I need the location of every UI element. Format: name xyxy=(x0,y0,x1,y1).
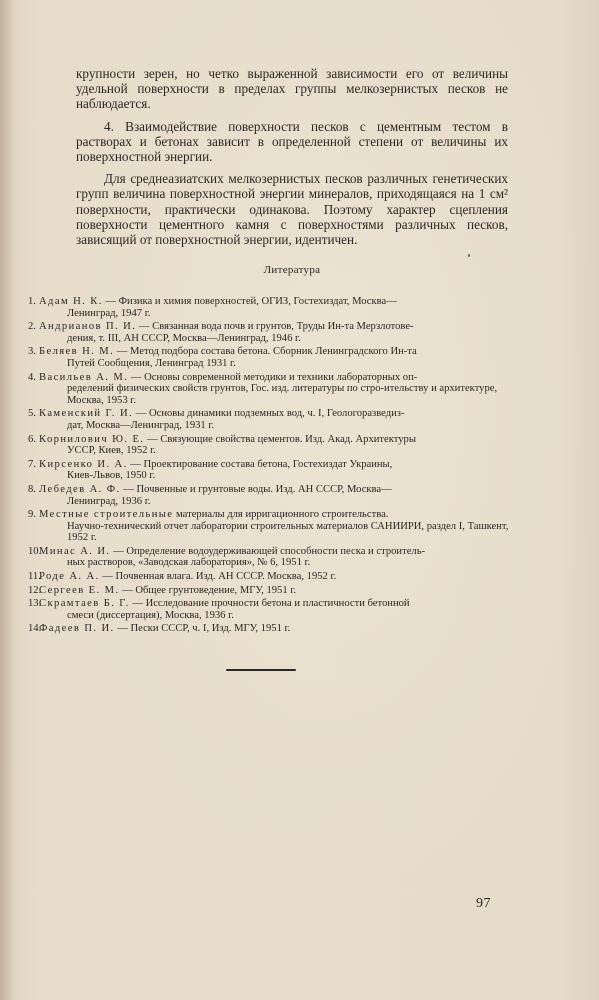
paragraph-conclusion-5: Для среднеазиатских мелкозернистых песков различных генетических групп величина поверхностной энергии минералов, приходящаяся на 1 см² поверхности, практически одинакова. Поэтому характер сцепления поверхности цементного камня с поверхностями различных песков, зависящий от поверхностной энергии, идентичен. xyxy=(76,171,508,248)
reference-continuation: смеси (диссертация), Москва, 1936 г. xyxy=(67,609,234,621)
reference-item xyxy=(28,598,520,621)
reference-item xyxy=(28,623,520,635)
reference-author: Местные строительные xyxy=(39,509,174,521)
reference-author: Васильев А. М. xyxy=(39,371,129,383)
reference-text: — Почвенные и грунтовые воды. Изд. АН СССР, Москва— xyxy=(120,483,392,495)
page-number: 97 xyxy=(476,896,491,911)
reference-item xyxy=(28,321,520,344)
reference-continuation: ределений физических свойств грунтов, Гос. изд. литературы по стро-ительству и архитектуре, Москва, 1953 г. xyxy=(67,383,498,406)
reference-text: — Связанная вода почв и грунтов, Труды Ин-та Мерзлотове- xyxy=(136,321,414,333)
reference-continuation: дат, Москва—Ленинград, 1931 г. xyxy=(67,419,215,431)
reference-item xyxy=(28,484,520,507)
reference-number: 13. xyxy=(28,598,42,610)
reference-number: 11. xyxy=(28,571,41,583)
reference-item xyxy=(28,459,520,482)
reference-text: — Пески СССР, ч. I, Изд. МГУ, 1951 г. xyxy=(114,623,291,635)
reference-author: Сергеев Е. М. xyxy=(39,584,120,596)
reference-continuation: дения, т. III, АН СССР, Москва—Ленинград, 1946 г. xyxy=(67,332,301,344)
reference-number: 4. xyxy=(28,371,36,383)
reference-item xyxy=(28,346,520,369)
page-binding-shadow xyxy=(0,0,14,1000)
reference-author: Адам Н. К. xyxy=(39,296,103,307)
paper-speck xyxy=(468,254,470,257)
reference-continuation: Путей Сообщения, Ленинград 1931 г. xyxy=(67,357,236,369)
reference-number: 3. xyxy=(28,346,36,358)
reference-text: — Основы динамики подземных вод, ч. I, Геологоразведиз- xyxy=(133,408,405,420)
reference-number: 14. xyxy=(28,623,42,635)
reference-text: — Физика и химия поверхностей, ОГИЗ, Гостехиздат, Москва— xyxy=(102,296,397,307)
reference-item xyxy=(28,408,520,431)
body-text xyxy=(76,66,508,247)
reference-author: Фадеев П. И. xyxy=(39,623,115,635)
paragraph-continued: крупности зерен, но четко выраженной зависимости его от величины удельной поверхности в пределах группы мелкозернистых песков не наблюдается. xyxy=(76,66,508,112)
reference-author: Роде А. А. xyxy=(39,571,100,583)
reference-text: материалы для ирригационного строительства. xyxy=(173,509,389,521)
reference-list xyxy=(28,296,520,637)
reference-number: 2. xyxy=(28,321,36,333)
reference-text: — Метод подбора состава бетона. Сборник Ленинградского Ин-та xyxy=(114,346,417,358)
reference-number: 6. xyxy=(28,433,36,445)
reference-text: — Определение водоудерживающей способности песка и строитель- xyxy=(110,545,426,557)
literature-heading: Литература xyxy=(263,264,321,276)
reference-author: Беляев Н. М. xyxy=(39,346,115,358)
reference-item xyxy=(28,296,520,319)
reference-text: — Общее грунтоведение, МГУ, 1951 г. xyxy=(119,584,297,596)
reference-number: 12. xyxy=(28,584,42,596)
reference-continuation: Киев-Львов, 1950 г. xyxy=(67,470,156,482)
reference-author: Скрамтаев Б. Г. xyxy=(39,598,130,610)
reference-item xyxy=(28,585,520,597)
reference-item xyxy=(28,372,520,407)
reference-author: Минас А. И. xyxy=(39,545,111,557)
reference-number: 1. xyxy=(28,296,36,307)
reference-text: — Основы современной методики и техники лабораторных оп- xyxy=(128,371,418,383)
reference-number: 8. xyxy=(28,483,36,495)
reference-author: Корнилович Ю. Е. xyxy=(39,433,145,445)
reference-item xyxy=(28,434,520,457)
reference-text: — Проектирование состава бетона, Гостехиздат Украины, xyxy=(127,458,393,470)
reference-author: Кирсенко И. А. xyxy=(39,458,128,470)
reference-item xyxy=(28,509,520,544)
section-divider xyxy=(226,669,296,671)
reference-continuation: ных растворов, «Заводская лаборатория», № 6, 1951 г. xyxy=(67,557,311,569)
reference-number: 7. xyxy=(28,458,36,470)
reference-item xyxy=(28,546,520,569)
reference-continuation: Ленинград, 1947 г. xyxy=(67,307,151,319)
reference-author: Андрианов П. И. xyxy=(39,321,137,333)
reference-continuation: УССР, Киев, 1952 г. xyxy=(67,445,156,457)
reference-number: 10. xyxy=(28,545,42,557)
reference-item xyxy=(28,571,520,583)
reference-continuation: Научно-технический отчет лаборатории строительных материалов САНИИРИ, раздел I, Ташкент, 1952 г. xyxy=(67,520,509,544)
reference-number: 9. xyxy=(28,509,36,521)
reference-author: Каменский Г. И. xyxy=(39,408,134,420)
reference-text: — Почвенная влага. Изд. АН СССР. Москва, 1952 г. xyxy=(99,571,337,583)
reference-text: — Связующие свойства цементов. Изд. Акад. Архитектуры xyxy=(144,433,416,445)
reference-number: 5. xyxy=(28,408,36,420)
paragraph-conclusion-4: 4. Взаимодействие поверхности песков с цементным тестом в растворах и бетонах зависит в определенной степени от величины их поверхностной энергии. xyxy=(76,118,508,165)
reference-text: — Исследование прочности бетона и пластичности бетонной xyxy=(129,598,410,610)
reference-continuation: Ленинград, 1936 г. xyxy=(67,495,151,507)
reference-author: Лебедев А. Ф. xyxy=(39,483,121,495)
